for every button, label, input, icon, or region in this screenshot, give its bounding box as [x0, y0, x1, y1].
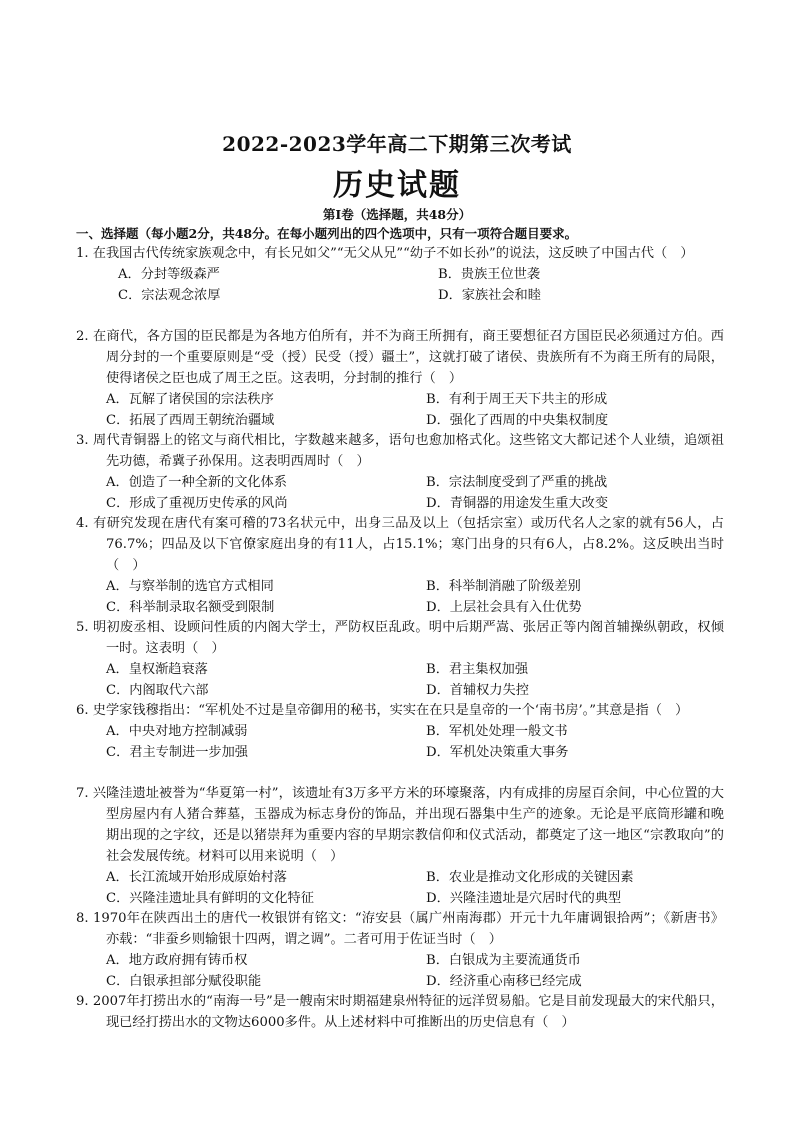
question-4 — [76, 513, 724, 618]
option-b: B．贵族王位世袭 — [438, 267, 541, 282]
question-stem: 8. 1970年在陕西出土的唐代一枚银饼有铭文：“洊安县（属广州南海郡）开元十九年庸调银拾两”；《新唐书》亦载：“非蚕乡则输银十四两，谓之调”。二者可用于佐证当时（ ） — [76, 911, 724, 947]
question-8 — [76, 908, 724, 992]
subject-title: 历史试题 — [333, 168, 461, 203]
option-d: D．兴隆洼遗址是穴居时代的典型 — [426, 891, 622, 906]
question-3 — [76, 430, 724, 514]
option-c: C．兴隆洼遗址具有鲜明的文化特征 — [106, 891, 314, 906]
option-a: A．瓦解了诸侯国的宗法秩序 — [106, 392, 274, 407]
question-6 — [76, 700, 724, 763]
option-c: C．君主专制进一步加强 — [106, 745, 248, 760]
option-d: D．首辅权力失控 — [426, 683, 529, 698]
option-c: C．科举制录取名额受到限制 — [106, 600, 275, 615]
option-d: D．上层社会具有入仕优势 — [426, 600, 582, 615]
question-7 — [76, 783, 724, 909]
option-b: B．科举制消融了阶级差别 — [426, 579, 581, 594]
option-a: A．长江流域开始形成原始村落 — [106, 870, 287, 885]
option-d: D．家族社会和睦 — [438, 288, 541, 303]
question-stem: 1. 在我国古代传统家族观念中，有长兄如父”“无父从兄”“幼子不如长孙”的说法，这反映了中国古代（ ） — [76, 246, 694, 261]
option-c: C．白银承担部分赋役职能 — [106, 974, 262, 989]
question-9 — [76, 991, 724, 1033]
option-c: C．宗法观念浓厚 — [118, 288, 221, 303]
question-1 — [76, 243, 724, 306]
option-c: C．内阁取代六部 — [106, 683, 209, 698]
option-c: C．形成了重视历史传承的风尚 — [106, 496, 288, 511]
option-c: C．拓展了西周王朝统治疆域 — [106, 413, 275, 428]
option-a: A．分封等级森严 — [118, 267, 220, 282]
question-stem: 5. 明初废丞相、设顾问性质的内阁大学士，严防权臣乱政。明中后期严嵩、张居正等内阁首辅操纵朝政，权倾一时。这表明（ ） — [76, 620, 724, 656]
option-b: B．有利于周王天下共主的形成 — [426, 392, 608, 407]
option-a: A．地方政府拥有铸币权 — [106, 953, 248, 968]
section-heading: 第Ⅰ卷（选择题，共48分） — [322, 207, 472, 222]
question-stem: 2. 在商代，各方国的臣民都是为各地方伯所有，并不为商王所拥有，商王要想征召方国臣民必须通过方伯。西周分封的一个重要原则是“受（授）民受（授）疆土”，这就打破了诸侯、贵族所有不为商王所有的局限，使得诸侯之臣也成了周王之臣。这表明，分封制的推行（ ） — [76, 329, 724, 386]
option-b: B．君主集权加强 — [426, 662, 529, 677]
section-instruction: 一、选择题（每小题2分，共48分。在每小题列出的四个选项中，只有一项符合题目要求。 — [76, 226, 578, 241]
option-a: A．中央对地方控制减弱 — [106, 724, 248, 739]
option-b: B．农业是推动文化形成的关键因素 — [426, 870, 634, 885]
question-stem: 7. 兴隆洼遗址被誉为“华夏第一村”，该遗址有3万多平方米的环壕聚落，内有成排的房屋百余间，中心位置的大型房屋内有人猪合葬墓，玉器成为标志身份的饰品，并出现石器集中生产的迹象。无论是平底筒形罐和晚期出现的之字纹，还是以猪崇拜为重要内容的早期宗教信仰和仪式活动，都奠定了这一地区“宗教取向”的社会发展传统。材料可以用来说明（ ） — [76, 786, 724, 864]
option-d: D．青铜器的用途发生重大改变 — [426, 496, 609, 511]
question-stem: 6. 史学家钱穆指出：“军机处不过是皇帝御用的秘书，实实在在只是皇帝的一个‘南书房’。”其意是指（ ） — [76, 703, 689, 718]
option-d: D．强化了西周的中央集权制度 — [426, 413, 609, 428]
option-d: D．经济重心南移已经完成 — [426, 974, 582, 989]
option-a: A．创造了一种全新的文化体系 — [106, 475, 287, 490]
option-b: B．宗法制度受到了严重的挑战 — [426, 475, 608, 490]
option-a: A．皇权渐趋衰落 — [106, 662, 208, 677]
option-d: D．军机处决策重大事务 — [426, 745, 569, 760]
option-a: A．与察举制的选官方式相同 — [106, 579, 274, 594]
question-2 — [76, 326, 724, 431]
question-stem: 3. 周代青铜器上的铭文与商代相比，字数越来越多，语句也愈加格式化。这些铭文大都记述个人业绩，追颂祖先功德，希冀子孙保用。这表明西周时（ ） — [76, 433, 724, 469]
question-5 — [76, 617, 724, 701]
option-b: B．白银成为主要流通货币 — [426, 953, 581, 968]
question-stem: 9. 2007年打捞出水的“南海一号”是一艘南宋时期福建泉州特征的远洋贸易船。它是目前发现最大的宋代船只，现已经打捞出水的文物达6000多件。从上述材料中可推断出的历史信息有（ ） — [76, 994, 724, 1030]
exam-title: 2022-2023学年高二下期第三次考试 — [222, 132, 572, 156]
option-b: B．军机处处理一般文书 — [426, 724, 568, 739]
question-stem: 4. 有研究发现在唐代有案可稽的73名状元中，出身三品及以上（包括宗室）或历代名人之家的就有56人，占76.7%；四品及以下官僚家庭出身的有11人，占15.1%；寒门出身的只有6人，占8.2%。这反映出当时（ ） — [76, 516, 724, 573]
